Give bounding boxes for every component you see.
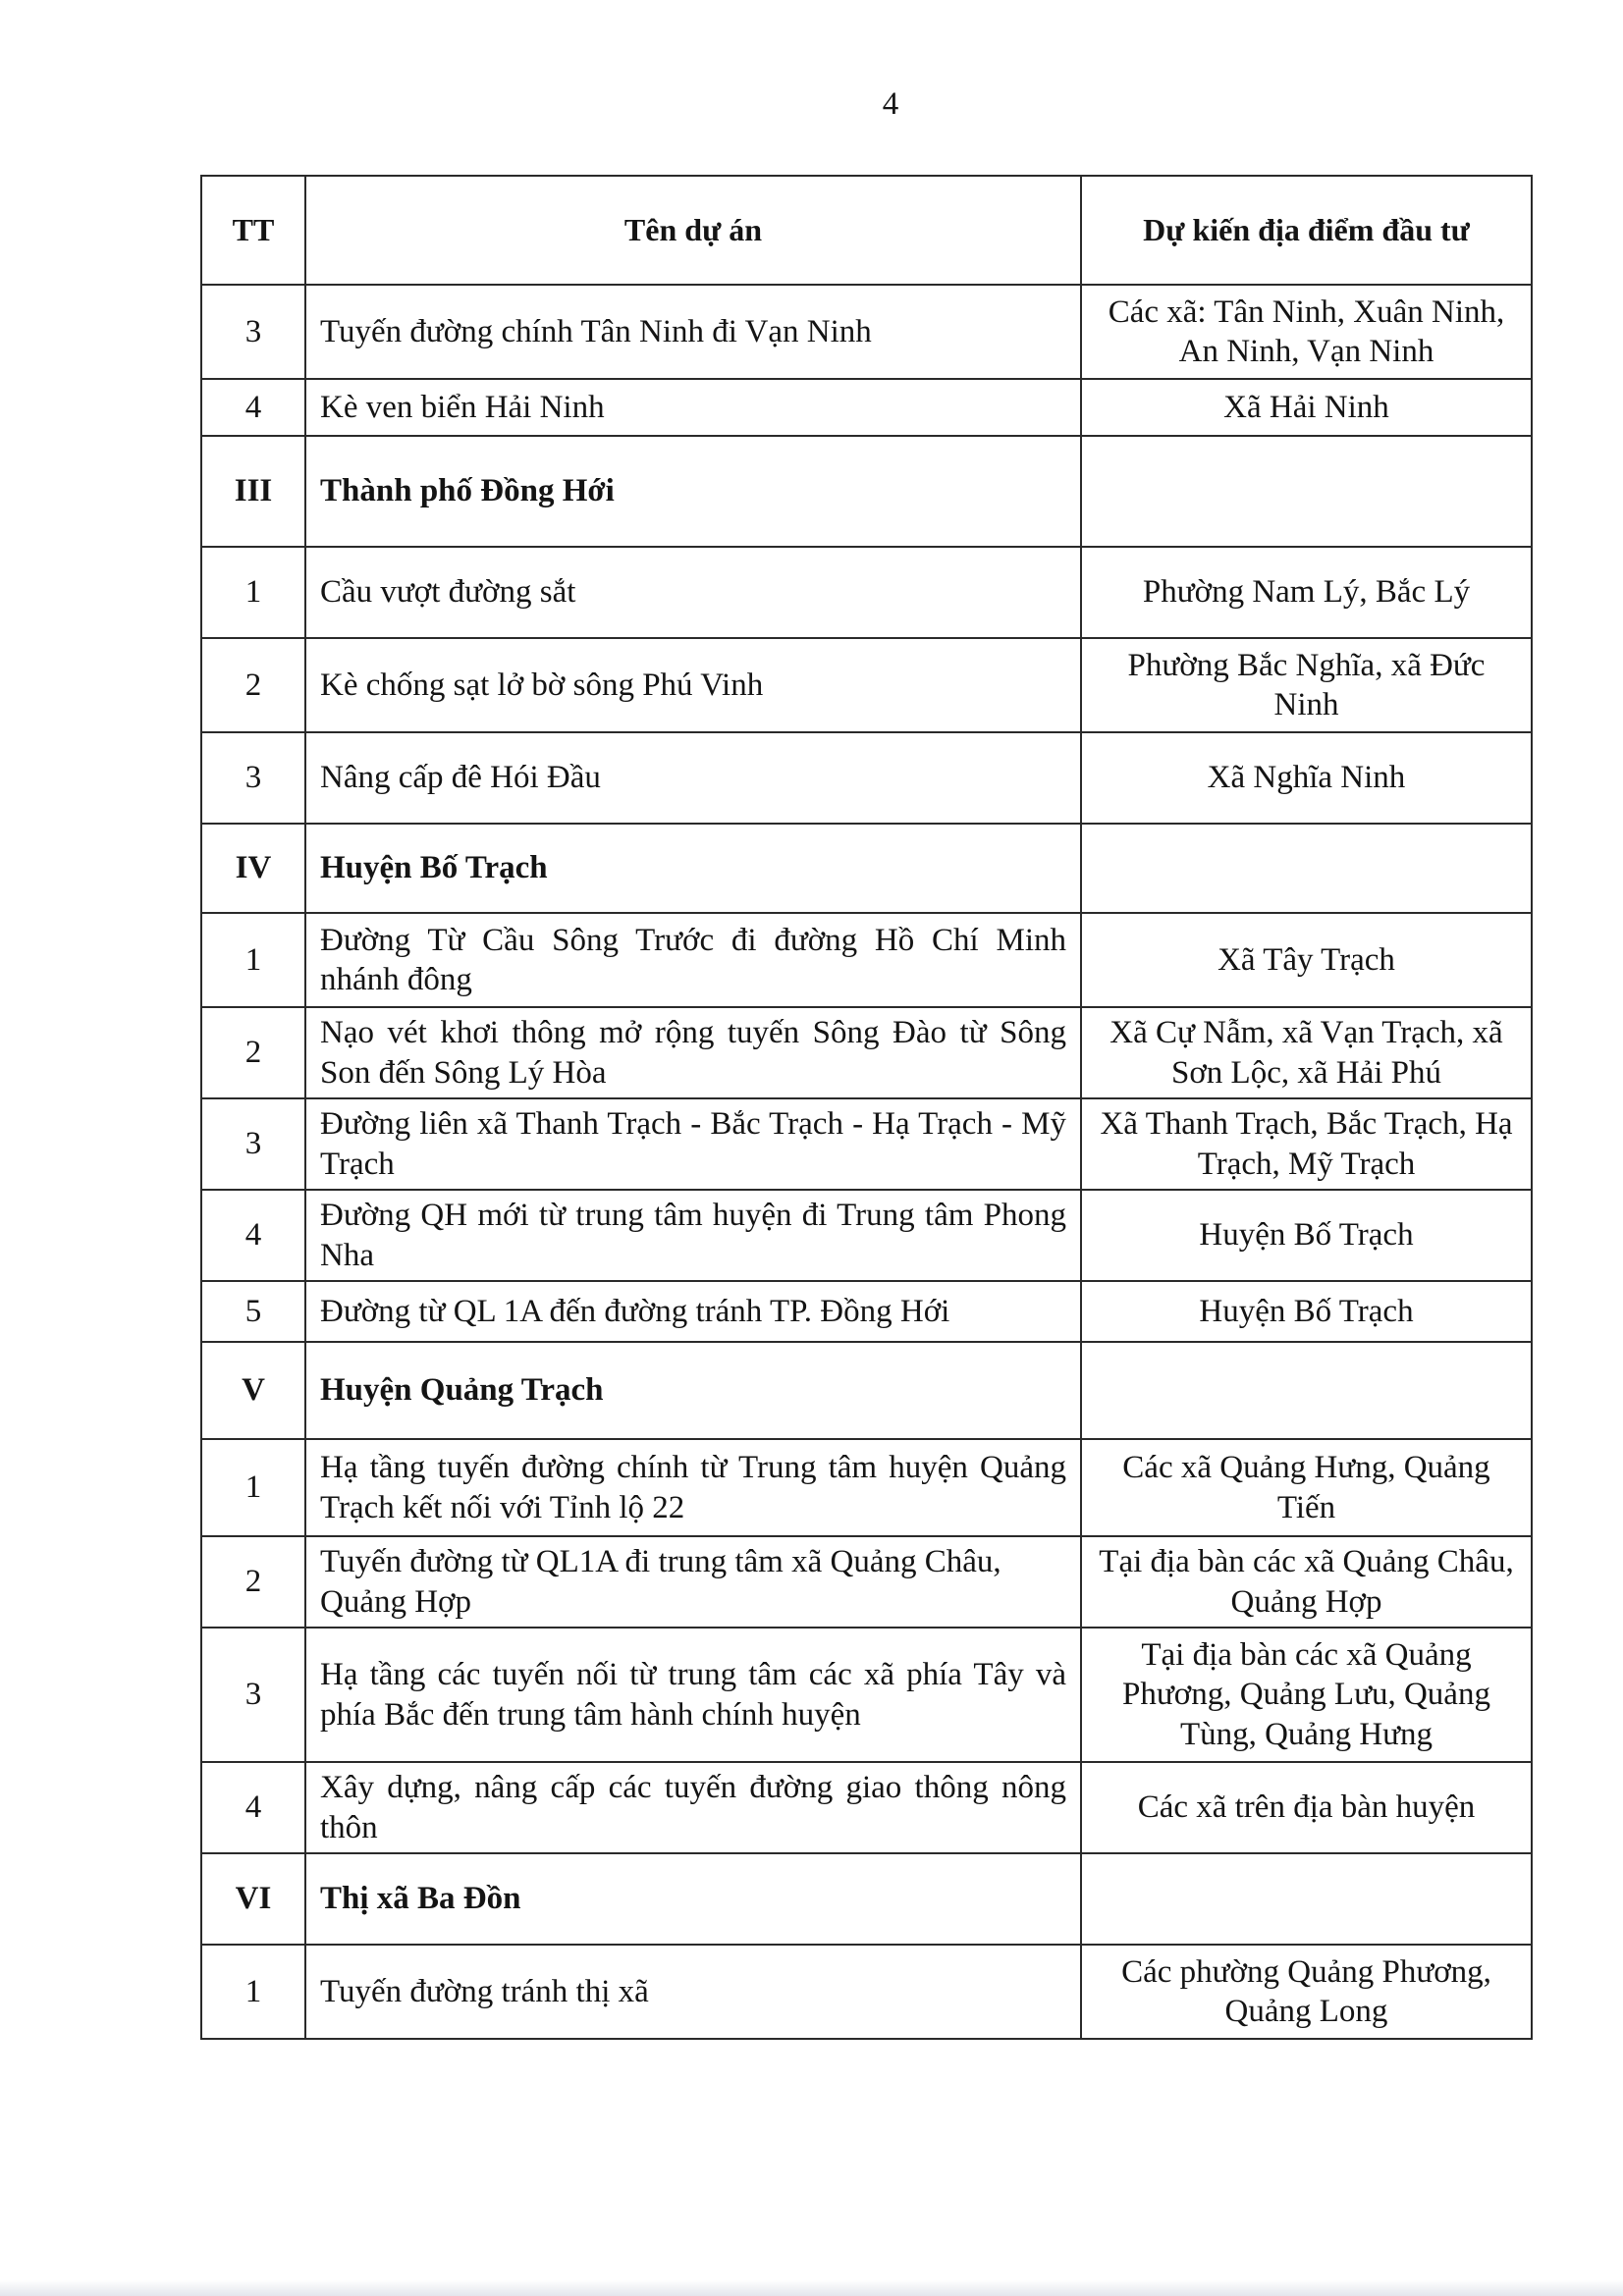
project-name: Hạ tầng tuyến đường chính từ Trung tâm huyện Quảng Trạch kết nối với Tỉnh lộ 22 [305, 1439, 1081, 1536]
row-number: 3 [201, 1098, 305, 1190]
table-header-row [201, 176, 1532, 285]
row-number: 4 [201, 379, 305, 436]
table-row [201, 732, 1532, 824]
header-location: Dự kiến địa điểm đầu tư [1081, 176, 1532, 285]
row-number: 1 [201, 1945, 305, 2039]
table-row [201, 1007, 1532, 1098]
header-tt: TT [201, 176, 305, 285]
header-project-name: Tên dự án [305, 176, 1081, 285]
project-location: Các xã: Tân Ninh, Xuân Ninh, An Ninh, Vạn Ninh [1081, 285, 1532, 379]
row-number: 1 [201, 1439, 305, 1536]
table-row [201, 547, 1532, 638]
section-number: III [201, 436, 305, 547]
project-name: Tuyến đường từ QL1A đi trung tâm xã Quảng Châu, Quảng Hợp [305, 1536, 1081, 1628]
row-number: 3 [201, 285, 305, 379]
row-number: 2 [201, 1536, 305, 1628]
section-number: IV [201, 824, 305, 913]
section-row [201, 824, 1532, 913]
table-row [201, 638, 1532, 732]
scan-edge [0, 2280, 1623, 2296]
project-location: Xã Hải Ninh [1081, 379, 1532, 436]
table-row [201, 1945, 1532, 2039]
project-location: Xã Cự Nẫm, xã Vạn Trạch, xã Sơn Lộc, xã Hải Phú [1081, 1007, 1532, 1098]
row-number: 4 [201, 1190, 305, 1281]
project-location: Xã Nghĩa Ninh [1081, 732, 1532, 824]
section-row [201, 1853, 1532, 1945]
section-row [201, 1342, 1532, 1439]
project-location: Xã Thanh Trạch, Bắc Trạch, Hạ Trạch, Mỹ Trạch [1081, 1098, 1532, 1190]
table-row [201, 1628, 1532, 1762]
section-title: Thị xã Ba Đồn [305, 1853, 1081, 1945]
project-name: Đường từ QL 1A đến đường tránh TP. Đồng Hới [305, 1281, 1081, 1342]
project-location: Các xã trên địa bàn huyện [1081, 1762, 1532, 1853]
project-name: Đường Từ Cầu Sông Trước đi đường Hồ Chí Minh nhánh đông [305, 913, 1081, 1007]
row-number: 1 [201, 913, 305, 1007]
row-number: 4 [201, 1762, 305, 1853]
project-name: Xây dựng, nâng cấp các tuyến đường giao thông nông thôn [305, 1762, 1081, 1853]
project-location: Phường Bắc Nghĩa, xã Đức Ninh [1081, 638, 1532, 732]
table-row [201, 379, 1532, 436]
project-location: Huyện Bố Trạch [1081, 1190, 1532, 1281]
section-number: V [201, 1342, 305, 1439]
section-row [201, 436, 1532, 547]
table-row [201, 1098, 1532, 1190]
table-row [201, 913, 1532, 1007]
project-location: Các phường Quảng Phương, Quảng Long [1081, 1945, 1532, 2039]
project-table [200, 175, 1533, 2040]
project-location: Tại địa bàn các xã Quảng Châu, Quảng Hợp [1081, 1536, 1532, 1628]
project-name: Hạ tầng các tuyến nối từ trung tâm các xã phía Tây và phía Bắc đến trung tâm hành chính huyện [305, 1628, 1081, 1762]
row-number: 3 [201, 1628, 305, 1762]
table-row [201, 1281, 1532, 1342]
project-name: Kè chống sạt lở bờ sông Phú Vinh [305, 638, 1081, 732]
project-location: Huyện Bố Trạch [1081, 1281, 1532, 1342]
table-row [201, 1439, 1532, 1536]
section-title: Thành phố Đồng Hới [305, 436, 1081, 547]
section-location [1081, 824, 1532, 913]
project-location: Các xã Quảng Hưng, Quảng Tiến [1081, 1439, 1532, 1536]
page-number: 4 [882, 86, 899, 122]
table-row [201, 285, 1532, 379]
table-row [201, 1190, 1532, 1281]
section-location [1081, 1342, 1532, 1439]
project-name: Tuyến đường tránh thị xã [305, 1945, 1081, 2039]
row-number: 5 [201, 1281, 305, 1342]
project-location: Xã Tây Trạch [1081, 913, 1532, 1007]
section-location [1081, 436, 1532, 547]
table-row [201, 1762, 1532, 1853]
section-title: Huyện Quảng Trạch [305, 1342, 1081, 1439]
table-row [201, 1536, 1532, 1628]
project-name: Nạo vét khơi thông mở rộng tuyến Sông Đào từ Sông Son đến Sông Lý Hòa [305, 1007, 1081, 1098]
project-name: Đường QH mới từ trung tâm huyện đi Trung tâm Phong Nha [305, 1190, 1081, 1281]
project-location: Phường Nam Lý, Bắc Lý [1081, 547, 1532, 638]
project-name: Nâng cấp đê Hói Đầu [305, 732, 1081, 824]
project-name: Cầu vượt đường sắt [305, 547, 1081, 638]
project-name: Tuyến đường chính Tân Ninh đi Vạn Ninh [305, 285, 1081, 379]
project-location: Tại địa bàn các xã Quảng Phương, Quảng Lưu, Quảng Tùng, Quảng Hưng [1081, 1628, 1532, 1762]
section-location [1081, 1853, 1532, 1945]
project-name: Đường liên xã Thanh Trạch - Bắc Trạch - Hạ Trạch - Mỹ Trạch [305, 1098, 1081, 1190]
section-number: VI [201, 1853, 305, 1945]
row-number: 3 [201, 732, 305, 824]
row-number: 2 [201, 1007, 305, 1098]
project-name: Kè ven biển Hải Ninh [305, 379, 1081, 436]
row-number: 1 [201, 547, 305, 638]
row-number: 2 [201, 638, 305, 732]
section-title: Huyện Bố Trạch [305, 824, 1081, 913]
